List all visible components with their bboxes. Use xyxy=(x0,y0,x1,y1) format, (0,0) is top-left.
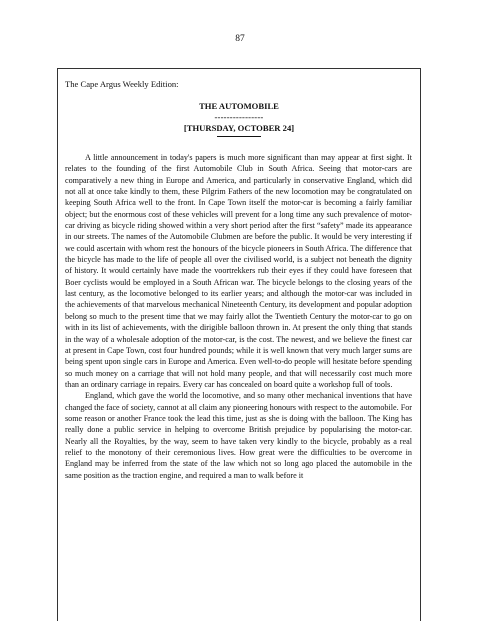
article-body xyxy=(65,152,412,481)
paragraph: A little announcement in today's papers is much more significant than may appear at first sight. It relates to the founding of the first Automobile Club in South Africa. Seeing that motor-cars are comparatively a new thing in Europe and America, and particularly in conservative England, which did not all at once take kindly to them, these Pilgrim Fathers of the new locomotion may be congratulated on keeping South Africa well to the front. In Cape Town itself the motor-car is becoming a fairly familiar object; but the enormous cost of these vehicles will prevent for a long time any such prevalence of motor-car driving as bicycle riding showed within a very short period after the first “safety” made its appearance in our streets. The names of the Automobile Clubmen are before the public. It would be very interesting if we could ascertain with whom rest the honours of the bicycle pioneers in South Africa. The difference that the bicycle has made to the life of people all over the civilised world, is a subject not beneath the dignity of history. It would certainly have made the voortrekkers rub their eyes if they could have foreseen that Boer cyclists would be employed in a South African war. The bicycle belongs to the closing years of the last century, as the locomotive belonged to its earlier years; and although the motor-car was included in the achievements of that marvelous mechanical Nineteenth Century, its development and popular adoption belong so much to the present time that we may fairly allot the Twentieth Century the motor-car to go on with in its list of achievements, with the dirigible balloon thrown in. At present the only thing that stands in the way of a wholesale adoption of the motor-car, is the cost. The newest, and we believe the finest car at present in Cape Town, cost four hundred pounds; while it is well known that very much larger sums are being spent upon single cars in Europe and America. Even well-to-do people will hesitate before spending so much money on a carriage that will not hold many people, and that will necessarily cost much more than an ordinary carriage in repairs. Every car has concealed on board quite a workshop full of tools. xyxy=(65,153,412,389)
article-title: THE AUTOMOBILE xyxy=(199,101,279,111)
paragraph: England, which gave the world the locomotive, and so many other mechanical inventions that have changed the face of society, cannot at all claim any pioneering honours with respect to the automobile. For some reason or another France took the lead this time, just as she is doing with the balloon. The King has really done a public service in helping to overcome British prejudice by popularising the motor-car. Nearly all the Royalties, by the way, seem to have taken very kindly to the bicycle, probably as a real relief to the monotony of their ceremonious lives. How great were the difficulties to be overcome in England may be inferred from the state of the law which not so long ago placed the automobile in the same position as the traction engine, and required a man to walk before it xyxy=(65,391,412,480)
article-date: [THURSDAY, OCTOBER 24] xyxy=(183,123,295,133)
page-number: 87 xyxy=(235,34,245,44)
date-underline xyxy=(217,136,261,137)
title-separator: ---------------- xyxy=(214,112,264,122)
source-line: The Cape Argus Weekly Edition: xyxy=(65,79,179,89)
